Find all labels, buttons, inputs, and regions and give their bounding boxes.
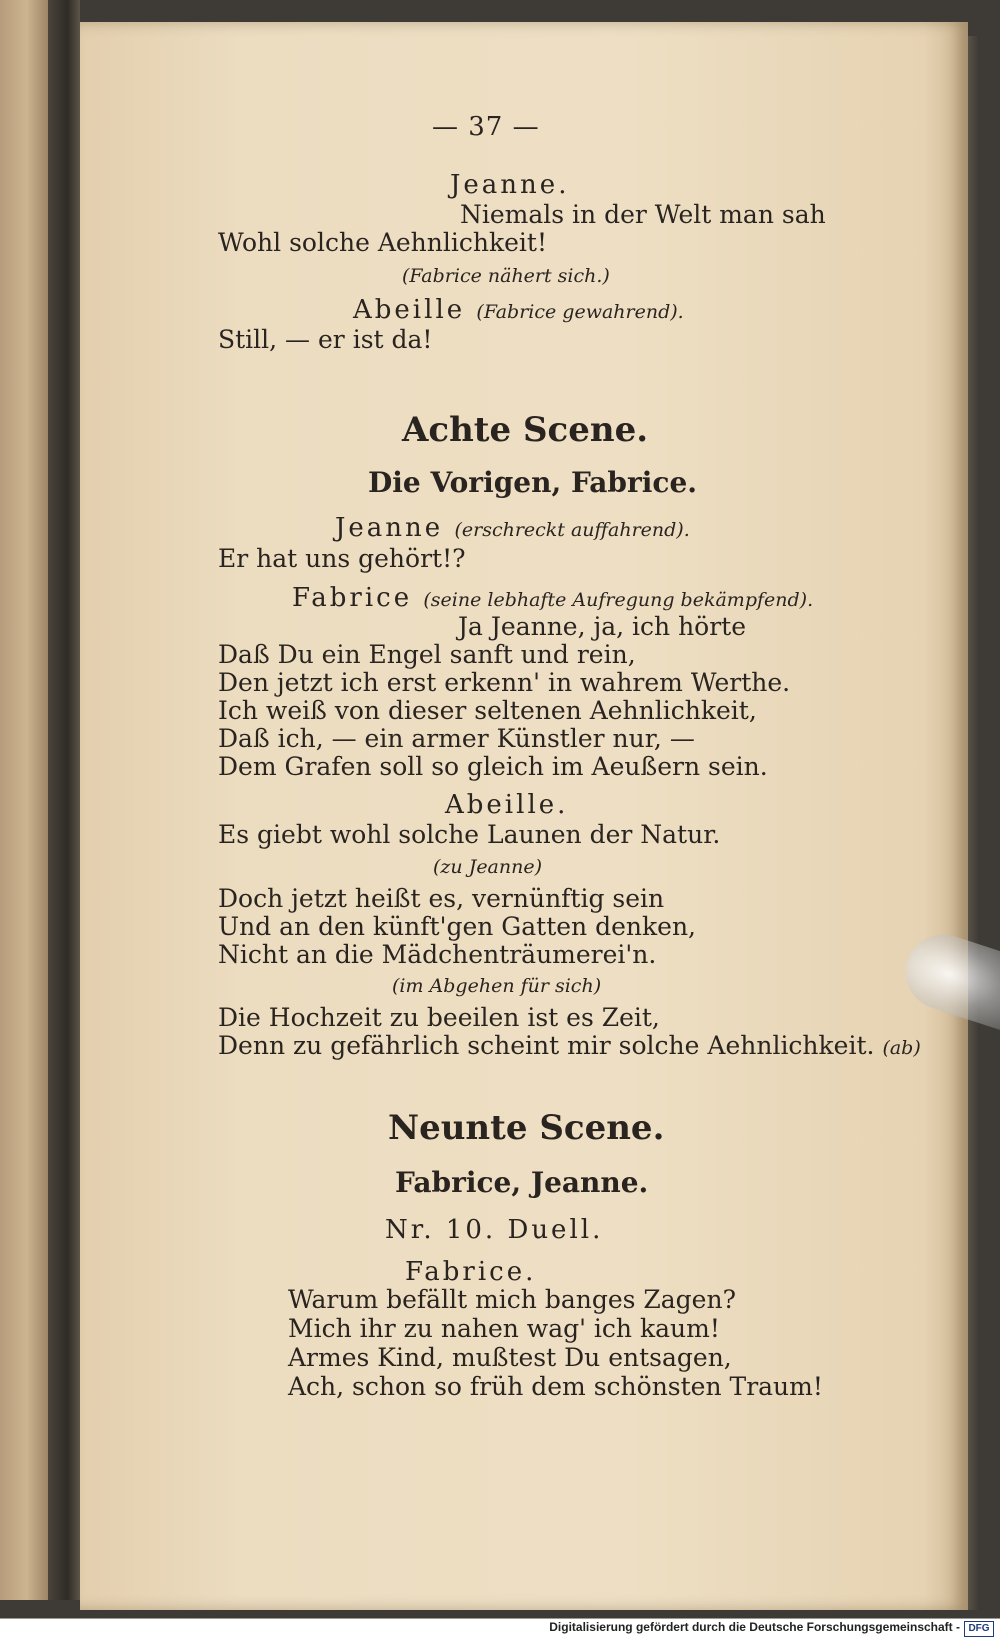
verse-text: Denn zu gefährlich scheint mir solche Aehnlichkeit.: [218, 1031, 875, 1060]
footer-bar: [0, 1618, 1000, 1639]
verse-line: Es giebt wohl solche Launen der Natur.: [218, 820, 721, 849]
speaker-direction: (Fabrice gewahrend).: [476, 301, 684, 323]
verse-line: Mich ihr zu nahen wag' ich kaum!: [288, 1314, 720, 1343]
verse-line: Ach, schon so früh dem schönsten Traum!: [288, 1372, 823, 1401]
speaker-jeanne: [335, 513, 690, 543]
verse-line: Daß ich, — ein armer Künstler nur, —: [218, 724, 695, 753]
verse-line: Still, — er ist da!: [218, 325, 433, 354]
verse-line: Dem Grafen soll so gleich im Aeußern sein.: [218, 752, 768, 781]
verse-line: [218, 1031, 921, 1060]
dfg-logo: DFG: [964, 1621, 994, 1637]
verse-line: Ja Jeanne, ja, ich hörte: [458, 612, 747, 641]
book-gutter: [48, 0, 80, 1600]
verse-line: Die Hochzeit zu beeilen ist es Zeit,: [218, 1003, 660, 1032]
verse-line: Nicht an die Mädchenträumerei'n.: [218, 940, 657, 969]
number-label: Nr. 10.: [385, 1215, 497, 1245]
scene-heading: Achte Scene.: [402, 410, 649, 450]
scene-cast: Die Vorigen, Fabrice.: [368, 466, 698, 499]
verse-line: Armes Kind, mußtest Du entsagen,: [288, 1343, 732, 1372]
footer-credit: Digitalisierung gefördert durch die Deutsche Forschungsgemeinschaft -: [549, 1620, 960, 1634]
number-heading: [385, 1215, 603, 1245]
speaker-name: Jeanne: [335, 513, 444, 543]
verse-line: Doch jetzt heißt es, vernünftig sein: [218, 884, 665, 913]
verse-line: Wohl solche Aehnlichkeit!: [218, 228, 547, 257]
stage-direction: (zu Jeanne): [433, 856, 543, 878]
speaker-abeille: Abeille.: [445, 790, 569, 820]
speaker-name: Fabrice: [292, 583, 413, 613]
speaker-fabrice: [292, 583, 813, 613]
speaker-name: Abeille: [353, 295, 466, 325]
stage-direction: (Fabrice nähert sich.): [402, 265, 610, 287]
verse-line: Den jetzt ich erst erkenn' in wahrem Werthe.: [218, 668, 791, 697]
facing-page-edge: [0, 0, 48, 1600]
speaker-jeanne: Jeanne.: [450, 170, 570, 200]
verse-line: Niemals in der Welt man sah: [460, 200, 826, 229]
scene-heading: Neunte Scene.: [388, 1108, 665, 1148]
speaker-direction: (seine lebhafte Aufregung bekämpfend).: [423, 589, 814, 611]
speaker-abeille: [353, 295, 684, 325]
page-number: — 37 —: [432, 112, 540, 142]
number-title: Duell.: [507, 1215, 604, 1245]
verse-line: Er hat uns gehört!?: [218, 544, 466, 573]
speaker-fabrice: Fabrice.: [405, 1257, 537, 1287]
exit-direction: (ab): [882, 1037, 921, 1059]
verse-line: Warum befällt mich banges Zagen?: [288, 1285, 736, 1314]
speaker-direction: (erschreckt auffahrend).: [454, 519, 690, 541]
stage-direction: (im Abgehen für sich): [392, 975, 602, 997]
verse-line: Ich weiß von dieser seltenen Aehnlichkeit,: [218, 696, 757, 725]
verse-line: Daß Du ein Engel sanft und rein,: [218, 640, 636, 669]
verse-line: Und an den künft'gen Gatten denken,: [218, 912, 696, 941]
scene-cast: Fabrice, Jeanne.: [395, 1166, 649, 1199]
